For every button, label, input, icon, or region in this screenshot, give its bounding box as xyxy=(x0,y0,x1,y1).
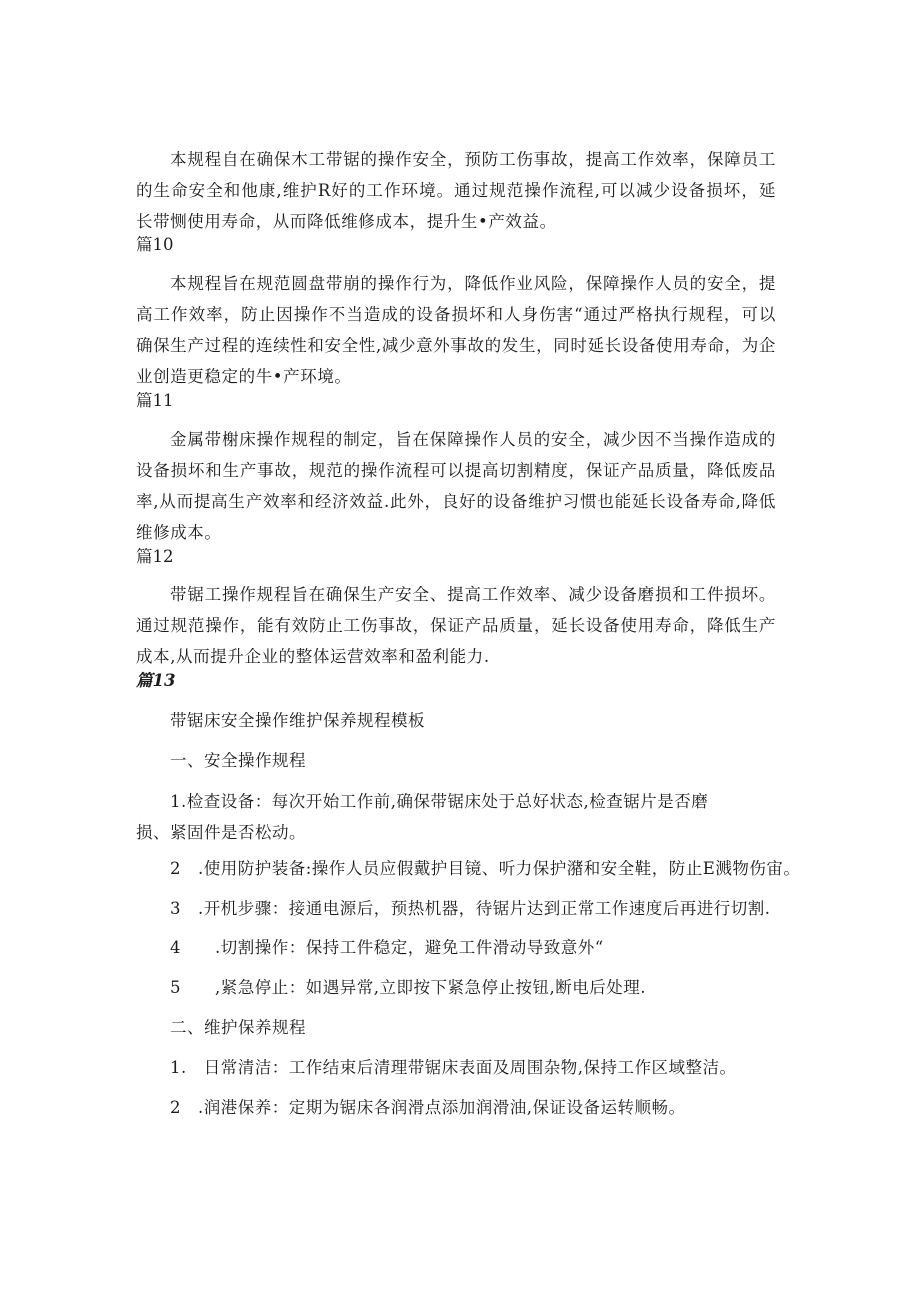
list-item: 3 .开机步骤：接通电源后，预热机器，待锯片达到正常工作速度后再进行切割. xyxy=(170,899,771,918)
heading-11: 篇11 xyxy=(136,391,174,410)
list-item: 5 ,紧急停止：如遇异常,立即按下紧急停止按钮,断电后处理. xyxy=(170,978,646,997)
list-item: 2 .润港保养：定期为锯床各润滑点添加润滑油,保证设备运转顺畅。 xyxy=(170,1098,686,1117)
part2-title: 二、维护保养规程 xyxy=(170,1018,306,1037)
list-item: 1. 日常清洁：工作结束后清理带锯床表面及周围杂物,保持工作区域整洁。 xyxy=(170,1058,737,1077)
part1-title: 一、安全操作规程 xyxy=(170,751,306,770)
heading-10: 篇10 xyxy=(136,235,174,254)
paragraph-10: 本规程旨在规范圆盘带崩的操作行为，降低作业风险，保障操作人员的安全，提高工作效率，防止因操作不当造成的设备损坏和人身伤害“通过严格执行规程，可以确保生产过程的连续性和安全性,减少意外事故的发生，同时延长设备使用寿命，为企业创造更稳定的牛•产环境。 xyxy=(136,274,776,386)
section-title: 带锯床安全操作维护保养规程模板 xyxy=(170,711,425,730)
heading-13: 篇13 xyxy=(136,671,176,690)
heading-12: 篇12 xyxy=(136,547,174,566)
list-item: 4 .切割操作：保持工件稳定，避免工件滑动导致意外“ xyxy=(170,938,604,957)
list-item: 2 .使用防护装备:操作人员应假戴护目镜、听力保护潴和安全鞋，防止E溅物伤宙。 xyxy=(170,859,801,878)
paragraph-11: 金属带榭床操作规程的制定，旨在保障操作人员的安全，减少因不当操作造成的设备损坏和生产事故，规范的操作流程可以提高切割精度，保证产品质量，降低废品率,从而提高生产效率和经济效益.此外，良好的设备维护习惯也能延长设备寿命,降低维修成本。 xyxy=(136,430,776,542)
paragraph-12: 带锯工操作规程旨在确保生产安全、提高工作效率、减少设备磨损和工件损坏。通过规范操作，能有效防止工伤事故，保证产品质量，延长设备使用寿命，降低生产成本,从而提升企业的整体运营效率和盈利能力. xyxy=(136,585,776,666)
list-item: 1.检查设备：每次开始工作前,确保带锯床处于总好状态,检查锯片是否磨损、紧固件是否松动。 xyxy=(136,792,709,842)
paragraph-intro: 本规程自在确保木工带锯的操作安全，预防工伤事故，提高工作效率，保障员工的生命安全和他康,维护R好的工作环境。通过规范操作流程,可以减少设备损坏，延长带恻使用寿命，从而降低维修成本，提升生•产效益。 xyxy=(136,150,776,231)
